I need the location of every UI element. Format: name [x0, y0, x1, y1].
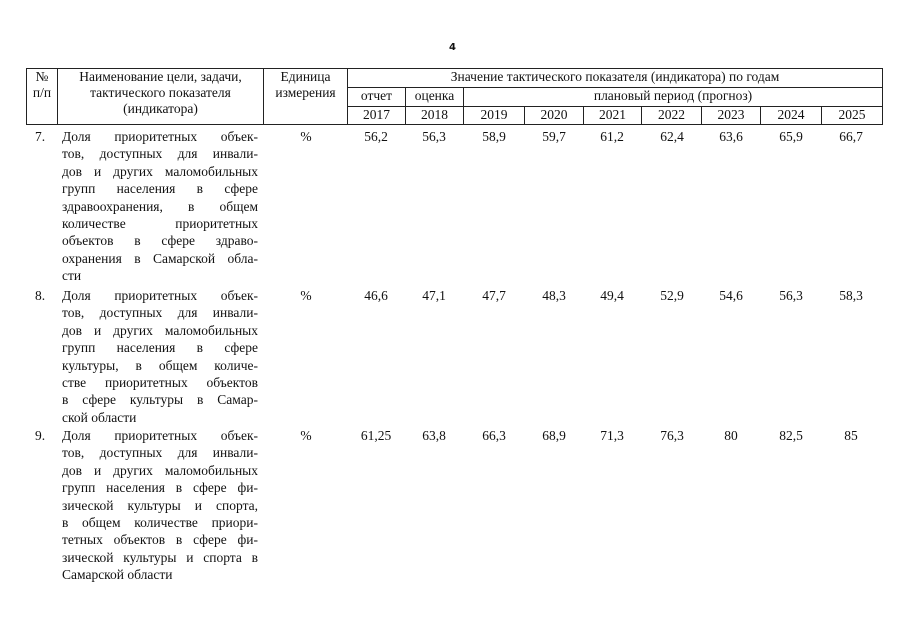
- indicator-name: [62, 427, 258, 584]
- indicator-name-line: дов и других маломобильных: [62, 163, 258, 179]
- indicator-table-header: [26, 68, 883, 125]
- indicator-name-line: групп населения в сфере: [62, 340, 258, 356]
- indicator-name-line: сти: [62, 268, 82, 284]
- value-2024: 82,5: [779, 428, 803, 443]
- value-2025: 85: [844, 428, 858, 443]
- year-header: 2023: [702, 107, 761, 125]
- indicator-name-line: групп населения в сфере: [62, 181, 258, 197]
- indicator-name-line: стве приоритетных объектов: [62, 375, 258, 391]
- value-2021: 49,4: [600, 288, 624, 303]
- value-2025: 58,3: [839, 288, 863, 303]
- value-2024: 56,3: [779, 288, 803, 303]
- value-2023: 63,6: [719, 129, 743, 144]
- year-header: 2022: [642, 107, 702, 125]
- year-header: 2018: [406, 107, 464, 125]
- value-2021: 61,2: [600, 129, 624, 144]
- page-number: 4: [449, 42, 456, 53]
- indicator-name-line: в сфере культуры в Самар-: [62, 392, 258, 408]
- indicator-name-line: Самарской области: [62, 567, 173, 583]
- indicator-name-line: ской области: [62, 409, 137, 425]
- indicator-name-line: объектов в сфере здраво-: [62, 233, 258, 249]
- value-2023: 80: [724, 428, 738, 443]
- value-2018: 63,8: [422, 428, 446, 443]
- value-2020: 68,9: [542, 428, 566, 443]
- row-number: 7.: [34, 129, 46, 144]
- row-number: 9.: [34, 428, 46, 443]
- indicator-name-line: групп населения в сфере фи-: [62, 480, 258, 496]
- year-header: 2024: [761, 107, 822, 125]
- value-2024: 65,9: [779, 129, 803, 144]
- indicator-name-line: охранения в Самарской обла-: [62, 250, 258, 266]
- column-header-values: Значение тактического показателя (индикатора) по годам: [348, 69, 883, 88]
- indicator-name-line: зической культуры и спорта,: [62, 497, 258, 513]
- indicator-name-line: тов, доступных для инвали-: [62, 146, 258, 162]
- value-2017: 56,2: [364, 129, 388, 144]
- indicator-name: [62, 287, 258, 426]
- indicator-name-line: Доля приоритетных объек-: [62, 428, 258, 443]
- year-header: 2020: [525, 107, 584, 125]
- year-header: 2017: [348, 107, 406, 125]
- indicator-name-line: тетных объектов в сфере фи-: [62, 532, 258, 548]
- indicator-name-line: дов и других маломобильных: [62, 462, 258, 478]
- year-header: 2021: [584, 107, 642, 125]
- unit-cell: %: [300, 428, 312, 443]
- value-2019: 66,3: [482, 428, 506, 443]
- indicator-name: [62, 128, 258, 285]
- year-header: 2019: [464, 107, 525, 125]
- indicator-name-line: количестве приоритетных: [62, 216, 258, 232]
- value-2019: 47,7: [482, 288, 506, 303]
- value-2017: 46,6: [364, 288, 388, 303]
- value-2017: 61,25: [360, 428, 392, 443]
- indicator-name-line: Доля приоритетных объек-: [62, 129, 258, 144]
- value-2020: 59,7: [542, 129, 566, 144]
- value-2019: 58,9: [482, 129, 506, 144]
- indicator-name-line: здравоохранения, в общем: [62, 198, 258, 214]
- value-2023: 54,6: [719, 288, 743, 303]
- unit-cell: %: [300, 129, 312, 144]
- column-header-report: отчет: [348, 88, 406, 107]
- column-header-estimate: оценка: [406, 88, 464, 107]
- indicator-name-line: в общем количестве приори-: [62, 515, 258, 531]
- value-2021: 71,3: [600, 428, 624, 443]
- indicator-name-line: тов, доступных для инвали-: [62, 445, 258, 461]
- year-header: 2025: [822, 107, 883, 125]
- indicator-name-line: культуры, в общем количе-: [62, 357, 258, 373]
- column-header-number: № п/п: [27, 69, 58, 125]
- column-header-name: Наименование цели, задачи, тактического показателя (индикатора): [58, 69, 264, 125]
- value-2018: 56,3: [422, 129, 446, 144]
- value-2025: 66,7: [839, 129, 863, 144]
- unit-cell: %: [300, 288, 312, 303]
- indicator-name-line: дов и других маломобильных: [62, 322, 258, 338]
- column-header-plan: плановый период (прогноз): [464, 88, 883, 107]
- row-number: 8.: [34, 288, 46, 303]
- value-2022: 62,4: [660, 129, 684, 144]
- column-header-unit: Единица измерения: [264, 69, 348, 125]
- indicator-name-line: тов, доступных для инвали-: [62, 305, 258, 321]
- indicator-name-line: Доля приоритетных объек-: [62, 288, 258, 303]
- indicator-name-line: зической культуры и спорта в: [62, 549, 258, 565]
- value-2020: 48,3: [542, 288, 566, 303]
- value-2022: 76,3: [660, 428, 684, 443]
- value-2018: 47,1: [422, 288, 446, 303]
- value-2022: 52,9: [660, 288, 684, 303]
